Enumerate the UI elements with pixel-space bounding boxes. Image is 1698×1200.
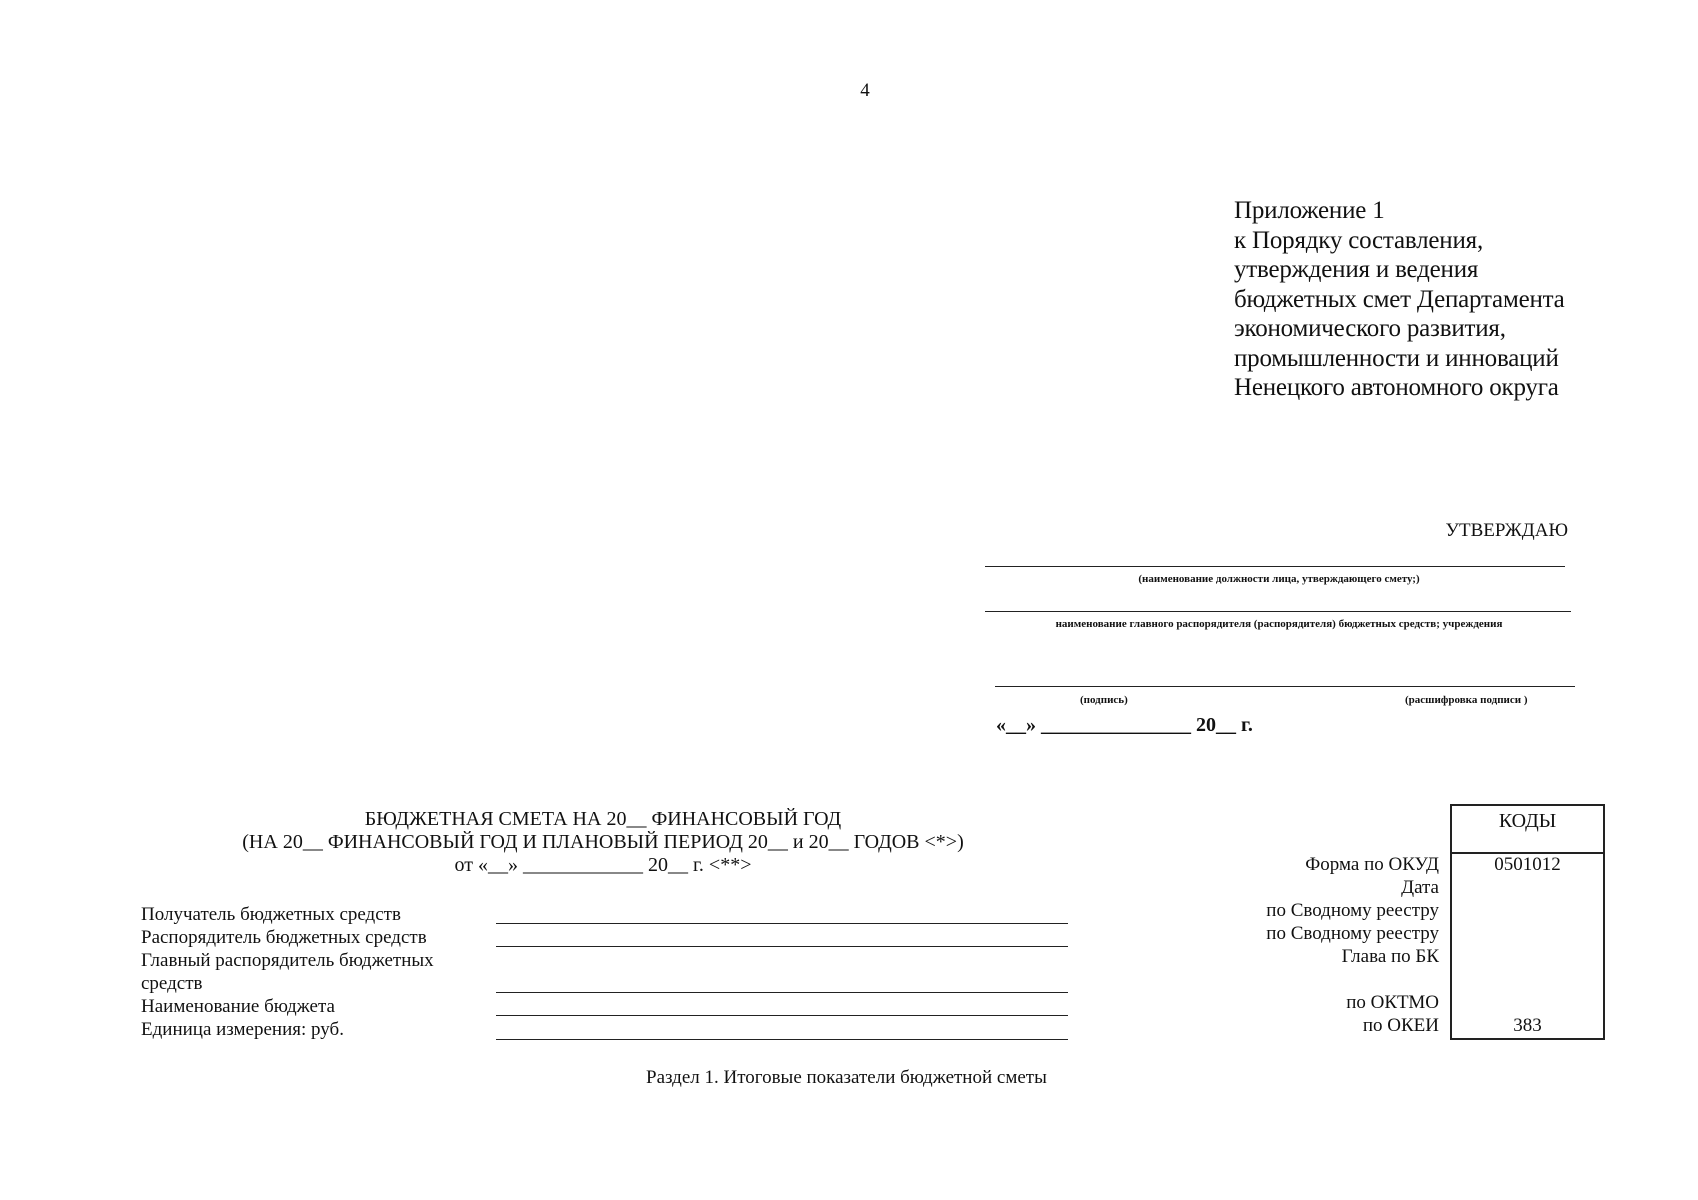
code-value [1452, 876, 1603, 899]
appendix-line: промышленности и инноваций [1234, 344, 1559, 372]
requisite-label: средств [141, 973, 203, 994]
budget-name-field-line [496, 1015, 1068, 1016]
signature-line [995, 686, 1575, 687]
signature-caption: (подпись) [1080, 694, 1128, 706]
requisite-label: Получатель бюджетных средств [141, 904, 401, 925]
requisites-labels [141, 903, 434, 1041]
approval-date: «__» _______________ 20__ г. [996, 714, 1253, 736]
position-caption: (наименование должности лица, утверждающего смету;) [1138, 573, 1420, 585]
requisite-label: Распорядитель бюджетных средств [141, 927, 427, 948]
position-line [985, 566, 1565, 567]
code-value [1452, 968, 1603, 991]
codes-header: КОДЫ [1452, 806, 1603, 854]
requisite-label: Наименование бюджета [141, 996, 335, 1017]
code-label: Форма по ОКУД [1305, 854, 1439, 875]
codes-values [1452, 853, 1603, 1037]
code-value [1452, 991, 1603, 1014]
code-label: по Сводному реестру [1266, 900, 1439, 921]
code-value [1452, 922, 1603, 945]
code-label: Дата [1401, 877, 1439, 898]
manager-caption: наименование главного распорядителя (распорядителя) бюджетных средств; учреждения [1055, 618, 1503, 630]
manager-line [985, 611, 1571, 612]
appendix-line: к Порядку составления, [1234, 226, 1484, 254]
codes-table [1450, 804, 1605, 1040]
code-value: 383 [1513, 1015, 1542, 1036]
appendix-line: Приложение 1 [1234, 197, 1385, 224]
code-value: 0501012 [1494, 854, 1561, 875]
code-value [1452, 945, 1603, 968]
requisite-label: Единица измерения: руб. [141, 1019, 344, 1040]
code-label: по Сводному реестру [1266, 923, 1439, 944]
estimate-title [200, 808, 1006, 877]
codes-labels [1100, 853, 1439, 1037]
recipient-field-line [496, 923, 1068, 924]
section-title: Раздел 1. Итоговые показатели бюджетной сметы [646, 1067, 1047, 1088]
estimate-title-line: БЮДЖЕТНАЯ СМЕТА НА 20__ ФИНАНСОВЫЙ ГОД [364, 808, 842, 830]
code-label [1100, 968, 1439, 991]
code-label: по ОКТМО [1346, 992, 1439, 1013]
appendix-line: Ненецкого автономного округа [1234, 374, 1559, 401]
requisite-label: Главный распорядитель бюджетных [141, 950, 434, 971]
unit-field-line [496, 1039, 1068, 1040]
code-value [1452, 899, 1603, 922]
appendix-line: бюджетных смет Департамента [1234, 285, 1565, 313]
estimate-title-line: от «__» ____________ 20__ г. <**> [454, 854, 752, 876]
signature-decoding-caption: (расшифровка подписи ) [1405, 694, 1528, 706]
page-number: 4 [860, 80, 870, 101]
estimate-title-line: (НА 20__ ФИНАНСОВЫЙ ГОД И ПЛАНОВЫЙ ПЕРИОД 20__ и 20__ ГОДОВ <*>) [242, 831, 964, 853]
appendix-line: утверждения и ведения [1234, 256, 1479, 283]
code-label: по ОКЕИ [1362, 1015, 1439, 1036]
manager-field-line [496, 946, 1068, 947]
appendix-line: экономического развития, [1234, 315, 1506, 342]
code-label: Глава по БК [1341, 946, 1439, 967]
approval-title: УТВЕРЖДАЮ [1445, 520, 1568, 541]
chief-manager-field-line [496, 992, 1068, 993]
appendix-reference [1234, 196, 1565, 403]
